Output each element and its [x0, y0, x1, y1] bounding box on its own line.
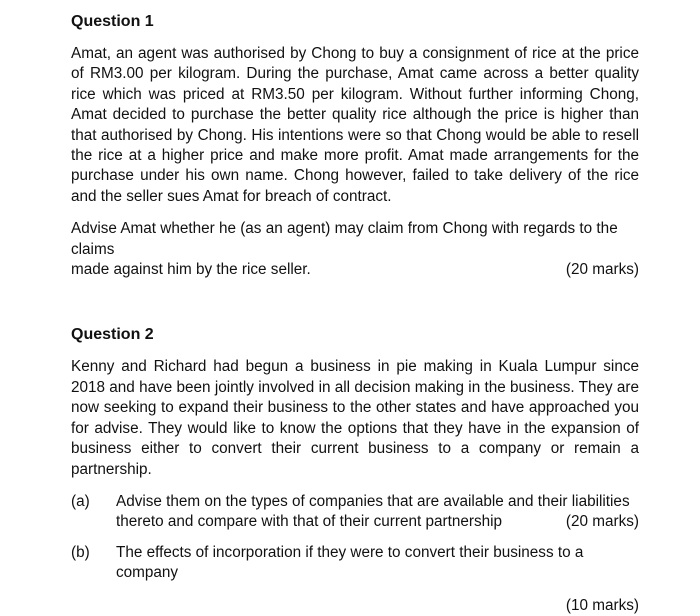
question-1-task-line2: made against him by the rice seller. [71, 261, 311, 279]
question-1-task [71, 219, 639, 280]
question-1-title: Question 1 [71, 13, 154, 30]
question-2-title: Question 2 [71, 326, 154, 344]
item-a-line1: Advise them on the types of companies that are available and their liabilities [116, 492, 630, 510]
item-a-marks: (20 marks) [565, 513, 639, 531]
question-2-item-a [71, 492, 639, 533]
question-1-marks: (20 marks) [565, 261, 639, 279]
question-2-scenario: Kenny and Richard had begun a business in pie making in Kuala Lumpur since 2018 and have been jointly involved in all decision making in the business. They are now seeking to expand their business to the other states and have approached you for advise. They would like to know the options that they have in the expansion of business either to convert their current business to a company or remain a partnership. [71, 358, 639, 478]
item-b-line1: The effects of incorporation if they were to convert their business to a company [116, 543, 584, 582]
item-a-label: (a) [71, 492, 90, 510]
question-1-task-line2-row [71, 260, 639, 280]
item-a-line2-row [116, 512, 639, 532]
question-1-scenario: Amat, an agent was authorised by Chong to buy a consignment of rice at the price of RM3.00 per kilogram. During the purchase, Amat came across a better quality rice which was priced at RM3.50 per kilogram. Without further informing Chong, Amat decided to purchase the better quality rice although the price is higher than that authorised by Chong. His intentions were so that Chong would be able to resell the rice at a higher price and make more profit. Amat made arrangements for the purchase under his own name. Chong however, failed to take delivery of the rice and the seller sues Amat for breach of contract. [71, 45, 639, 205]
item-a-line2: thereto and compare with that of their current partnership [116, 513, 503, 531]
item-b-marks: (10 marks) [565, 596, 639, 614]
item-a-body [116, 492, 639, 533]
question-1-task-line1: Advise Amat whether he (as an agent) may claim from Chong with regards to the claims [71, 220, 618, 258]
item-b-label: (b) [71, 543, 90, 561]
item-b-body [116, 543, 639, 584]
question-2-item-b [71, 543, 639, 584]
exam-page [71, 12, 639, 616]
